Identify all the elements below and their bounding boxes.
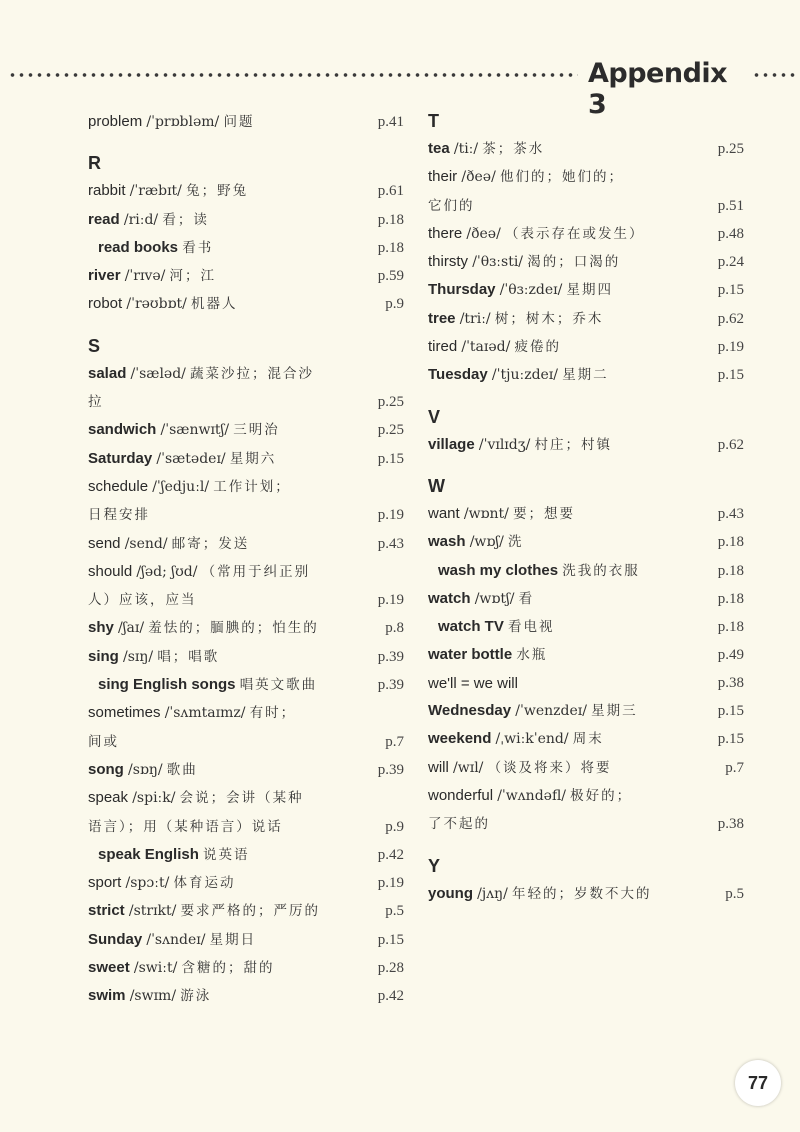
entry-word: wash my clothes	[438, 561, 559, 579]
entry-translation: 要求严格的；严厉的	[180, 903, 321, 920]
glossary-entry	[428, 333, 744, 361]
glossary-entry	[88, 869, 404, 897]
entry-page-ref: p.51	[717, 197, 744, 214]
entry-phonetic: /spiːk/	[132, 790, 176, 807]
section-letter: V	[428, 406, 441, 427]
entry-word: schedule	[88, 477, 149, 495]
entry-word: speak English	[98, 845, 199, 863]
entry-page-ref: p.25	[377, 394, 404, 411]
entry-page-ref: p.15	[717, 703, 744, 720]
entry-page-ref: p.15	[717, 367, 744, 384]
entry-word: wash	[428, 533, 466, 551]
entry-page-ref: p.25	[377, 422, 404, 439]
entry-word: sandwich	[88, 421, 157, 439]
entry-translation: 兔；野兔	[186, 183, 249, 200]
glossary-entry	[428, 431, 744, 459]
entry-translation: （常用于纠正别	[201, 563, 311, 580]
entry-translation: 蔬菜沙拉；混合沙	[190, 365, 315, 382]
entry-translation-continued: 拉	[88, 394, 104, 411]
entry-translation: 看	[518, 590, 535, 607]
glossary-entry	[88, 530, 404, 558]
glossary-entry	[428, 163, 744, 220]
section-letter: S	[88, 335, 101, 356]
entry-word: speak	[88, 789, 129, 807]
entry-word: Wednesday	[428, 702, 512, 720]
entry-translation: 茶；茶水	[482, 141, 545, 157]
entry-phonetic: /send/	[124, 535, 168, 552]
entry-translation: 他们的；她们的；	[499, 169, 624, 186]
entry-word: rabbit	[88, 182, 126, 200]
entry-page-ref: p.19	[717, 339, 744, 356]
entry-translation: 看书	[182, 239, 214, 256]
entry-page-ref: p.18	[717, 534, 744, 551]
entry-word: tree	[428, 309, 456, 327]
entry-word: we'll = we will	[428, 674, 518, 692]
entry-phonetic: /ˈsætədeɪ/	[156, 450, 226, 467]
entry-translation: 水瓶	[516, 647, 548, 664]
entry-page-ref: p.18	[377, 239, 404, 256]
entry-page-ref: p.15	[717, 282, 744, 299]
entry-page-ref: p.15	[377, 931, 404, 948]
entry-page-ref: p.18	[377, 211, 404, 228]
glossary-entry	[428, 670, 744, 697]
entry-page-ref: p.5	[385, 903, 404, 920]
entry-translation: 说英语	[203, 846, 250, 863]
glossary-entry	[88, 643, 404, 671]
entry-translation: 星期日	[209, 931, 257, 948]
glossary-entry	[428, 135, 744, 163]
entry-phonetic: /ˈræbɪt/	[129, 183, 182, 200]
entry-phonetic: /ˈrəʊbɒt/	[126, 296, 187, 313]
glossary-entry	[428, 880, 744, 908]
entry-phonetic: /ˈtjuːzdeɪ/	[491, 367, 559, 384]
entry-word: village	[428, 435, 475, 453]
glossary-entry	[88, 954, 404, 982]
glossary-entry	[428, 697, 744, 725]
glossary-subentry	[88, 671, 404, 699]
entry-phonetic: /ˈwʌndəfl/	[497, 787, 566, 804]
glossary-entry	[88, 699, 404, 756]
entry-phonetic: /triː/	[459, 310, 491, 327]
dotted-rule-right	[752, 72, 796, 78]
entry-word: tired	[428, 338, 458, 356]
entry-page-ref: p.62	[717, 310, 744, 327]
entry-page-ref: p.48	[717, 225, 744, 242]
entry-translation: 星期三	[591, 703, 638, 720]
entry-phonetic: /ˈsʌndeɪ/	[146, 931, 206, 948]
glossary-entry	[88, 558, 404, 615]
entry-page-ref: p.7	[725, 759, 744, 776]
entry-translation: 含糖的；甜的	[181, 960, 275, 977]
entry-phonetic: /ˈvɪlɪdʒ/	[478, 436, 531, 453]
entry-translation: 年轻的；岁数不大的	[512, 885, 652, 902]
glossary-column-left	[88, 108, 404, 1011]
entry-word: shy	[88, 619, 114, 637]
entry-translation: 问题	[223, 114, 255, 130]
glossary-entry	[428, 361, 744, 389]
entry-word: want	[428, 504, 460, 522]
entry-word: their	[428, 168, 458, 186]
entry-phonetic: /tiː/	[453, 141, 479, 157]
entry-phonetic: /sɪŋ/	[123, 648, 154, 665]
entry-word: Sunday	[88, 930, 143, 948]
glossary-entry	[428, 754, 744, 782]
entry-word: read books	[98, 238, 179, 256]
entry-word: young	[428, 884, 473, 902]
glossary-subentry	[428, 557, 744, 585]
glossary-entry	[428, 782, 744, 839]
entry-page-ref: p.42	[377, 988, 404, 1005]
entry-translation: 歌曲	[166, 761, 198, 778]
entry-translation-continued: 人）应该，应当	[88, 592, 197, 609]
entry-phonetic: /swɪm/	[129, 988, 177, 1005]
entry-word: sing English songs	[98, 676, 236, 694]
entry-translation: 邮寄；发送	[171, 535, 250, 552]
entry-page-ref: p.9	[385, 296, 404, 313]
entry-translation: 极好的；	[570, 787, 633, 804]
entry-phonetic: /strɪkt/	[128, 903, 177, 920]
entry-page-ref: p.62	[717, 436, 744, 453]
entry-page-ref: p.38	[717, 674, 744, 691]
entry-page-ref: p.39	[377, 677, 404, 694]
glossary-entry	[88, 614, 404, 642]
entry-page-ref: p.38	[717, 816, 744, 833]
entry-phonetic: /wɒʃ/	[469, 534, 504, 551]
entry-page-ref: p.18	[717, 590, 744, 607]
entry-translation: 看；读	[162, 211, 209, 228]
page-number: 77	[735, 1060, 781, 1106]
entry-translation: 唱英文歌曲	[239, 677, 318, 694]
entry-translation-continued: 了不起的	[428, 816, 490, 833]
entry-phonetic: /ˈprɒbləm/	[146, 114, 220, 130]
entry-word: robot	[88, 295, 123, 313]
glossary-entry	[428, 220, 744, 248]
entry-phonetic: /ðeə/	[466, 225, 501, 242]
entry-page-ref: p.59	[377, 268, 404, 285]
entry-phonetic: /sɒŋ/	[128, 761, 163, 778]
entry-word: swim	[88, 987, 126, 1005]
glossary-entry	[88, 982, 404, 1010]
entry-phonetic: /ˈθɜːsti/	[472, 254, 524, 271]
glossary-entry	[88, 784, 404, 841]
glossary-subentry	[88, 234, 404, 262]
entry-page-ref: p.43	[377, 535, 404, 552]
entry-page-ref: p.49	[717, 647, 744, 664]
entry-page-ref: p.15	[377, 450, 404, 467]
entry-phonetic: /spɔːt/	[125, 875, 170, 892]
glossary-entry	[88, 756, 404, 784]
entry-translation-continued: 它们的	[428, 197, 475, 214]
entry-page-ref: p.41	[377, 114, 404, 130]
entry-translation: 周末	[572, 731, 604, 748]
appendix-title: Appendix 3	[588, 58, 728, 120]
entry-word: river	[88, 267, 121, 285]
glossary-entry	[428, 725, 744, 753]
entry-phonetic: /ʃaɪ/	[118, 620, 145, 637]
entry-translation: 唱；唱歌	[157, 648, 220, 665]
entry-page-ref: p.19	[377, 507, 404, 524]
entry-page-ref: p.28	[377, 960, 404, 977]
entry-word: there	[428, 224, 463, 242]
entry-page-ref: p.61	[377, 183, 404, 200]
glossary-entry	[428, 585, 744, 613]
entry-page-ref: p.25	[717, 141, 744, 157]
glossary-entry	[88, 290, 404, 318]
entry-translation: 看电视	[508, 619, 555, 636]
glossary-subentry	[428, 613, 744, 641]
glossary-entry	[428, 500, 744, 528]
entry-word: watch	[428, 589, 471, 607]
section-letter: R	[88, 153, 101, 174]
section-letter: Y	[428, 855, 441, 876]
entry-word: sport	[88, 874, 122, 892]
entry-phonetic: /ʃəd; ʃʊd/	[136, 563, 198, 580]
entry-phonetic: /wɒnt/	[463, 505, 509, 522]
section-letter: T	[428, 111, 439, 131]
entry-translation: 会说；会讲（某种	[179, 790, 304, 807]
entry-page-ref: p.7	[385, 733, 404, 750]
glossary-entry	[88, 177, 404, 205]
section-letter: W	[428, 475, 445, 496]
glossary-entry	[88, 262, 404, 290]
entry-word: Thursday	[428, 281, 496, 299]
entry-word: watch TV	[438, 618, 504, 636]
entry-translation: 有时；	[249, 705, 297, 722]
entry-page-ref: p.39	[377, 648, 404, 665]
glossary-entry	[428, 248, 744, 276]
entry-page-ref: p.39	[377, 761, 404, 778]
entry-word: strict	[88, 902, 125, 920]
glossary-entry	[88, 445, 404, 473]
entry-translation: 疲倦的	[514, 339, 562, 356]
entry-page-ref: p.5	[725, 885, 744, 902]
appendix-header	[0, 58, 800, 120]
entry-word: read	[88, 210, 120, 228]
entry-word: salad	[88, 364, 127, 382]
entry-phonetic: /ˈsæləd/	[130, 365, 186, 382]
entry-page-ref: p.8	[385, 620, 404, 637]
entry-phonetic: /ˈwenzdeɪ/	[515, 703, 587, 720]
entry-word: Saturday	[88, 449, 153, 467]
entry-page-ref: p.19	[377, 592, 404, 609]
entry-word: send	[88, 534, 121, 552]
entry-word: problem	[88, 113, 143, 130]
entry-translation: 星期二	[562, 367, 609, 384]
entry-translation-continued: 语言）；用（某种语言）说话	[88, 818, 283, 835]
entry-translation: 洗	[508, 534, 524, 551]
entry-translation: 游泳	[180, 988, 212, 1005]
entry-phonetic: /ˈθɜːzdeɪ/	[499, 282, 563, 299]
entry-phonetic: /ˈtaɪəd/	[461, 339, 511, 356]
glossary-entry	[88, 360, 404, 417]
glossary-entry	[88, 473, 404, 530]
entry-page-ref: p.19	[377, 875, 404, 892]
entry-word: song	[88, 760, 124, 778]
glossary-column-right	[428, 108, 744, 908]
entry-translation: （表示存在或发生）	[504, 225, 645, 242]
entry-translation: （谈及将来）将要	[487, 759, 612, 776]
entry-page-ref: p.18	[717, 562, 744, 579]
entry-word: will	[428, 758, 449, 776]
entry-page-ref: p.43	[717, 505, 744, 522]
entry-page-ref: p.15	[717, 731, 744, 748]
glossary-entry	[428, 305, 744, 333]
entry-translation: 星期六	[229, 450, 277, 467]
glossary-subentry	[88, 841, 404, 869]
entry-page-ref: p.9	[385, 818, 404, 835]
entry-translation: 河；江	[169, 268, 217, 285]
entry-word: weekend	[428, 730, 492, 748]
entry-page-ref: p.18	[717, 619, 744, 636]
glossary-entry	[428, 528, 744, 556]
entry-phonetic: /ˈsænwɪtʃ/	[160, 422, 230, 439]
entry-translation: 羞怯的；腼腆的；怕生的	[148, 620, 319, 637]
entry-translation: 村庄；村镇	[534, 436, 613, 453]
entry-page-ref: p.42	[377, 846, 404, 863]
entry-phonetic: /ˈrɪvə/	[124, 268, 166, 285]
entry-translation: 三明治	[233, 422, 280, 439]
entry-phonetic: /riːd/	[123, 211, 159, 228]
entry-translation: 洗我的衣服	[562, 562, 640, 579]
entry-translation: 渴的；口渴的	[527, 254, 621, 271]
glossary-entry	[88, 108, 404, 136]
glossary-entry	[88, 416, 404, 444]
entry-phonetic: /ˌwiːkˈend/	[495, 731, 569, 748]
entry-phonetic: /jʌŋ/	[477, 885, 508, 902]
glossary-entry	[88, 206, 404, 234]
entry-phonetic: /ðeə/	[461, 169, 496, 186]
glossary-entry	[88, 926, 404, 954]
entry-translation-continued: 日程安排	[88, 507, 150, 524]
entry-translation-continued: 间或	[88, 733, 119, 750]
entry-translation: 要；想要	[513, 505, 576, 522]
entry-word: should	[88, 562, 133, 580]
entry-word: water bottle	[428, 646, 513, 664]
glossary-entry	[428, 276, 744, 304]
entry-word: sing	[88, 647, 119, 665]
entry-phonetic: /wɪl/	[453, 759, 484, 776]
entry-translation: 星期四	[566, 282, 614, 299]
dotted-rule-left	[8, 72, 578, 78]
entry-word: sweet	[88, 959, 130, 977]
entry-translation: 机器人	[191, 296, 238, 313]
entry-word: tea	[428, 140, 450, 157]
entry-word: Tuesday	[428, 366, 488, 384]
entry-phonetic: /wɒtʃ/	[474, 590, 515, 607]
entry-phonetic: /ˈsʌmtaɪmz/	[164, 705, 246, 722]
entry-page-ref: p.24	[717, 254, 744, 271]
entry-word: thirsty	[428, 253, 469, 271]
entry-translation: 体育运动	[173, 875, 236, 892]
entry-word: sometimes	[88, 704, 161, 722]
entry-phonetic: /ˈʃedjuːl/	[152, 478, 210, 495]
entry-phonetic: /swiːt/	[133, 960, 178, 977]
entry-word: wonderful	[428, 786, 494, 804]
entry-translation: 树；树木；乔木	[494, 310, 604, 327]
glossary-entry	[428, 641, 744, 669]
glossary-entry	[88, 897, 404, 925]
entry-translation: 工作计划；	[213, 478, 291, 495]
